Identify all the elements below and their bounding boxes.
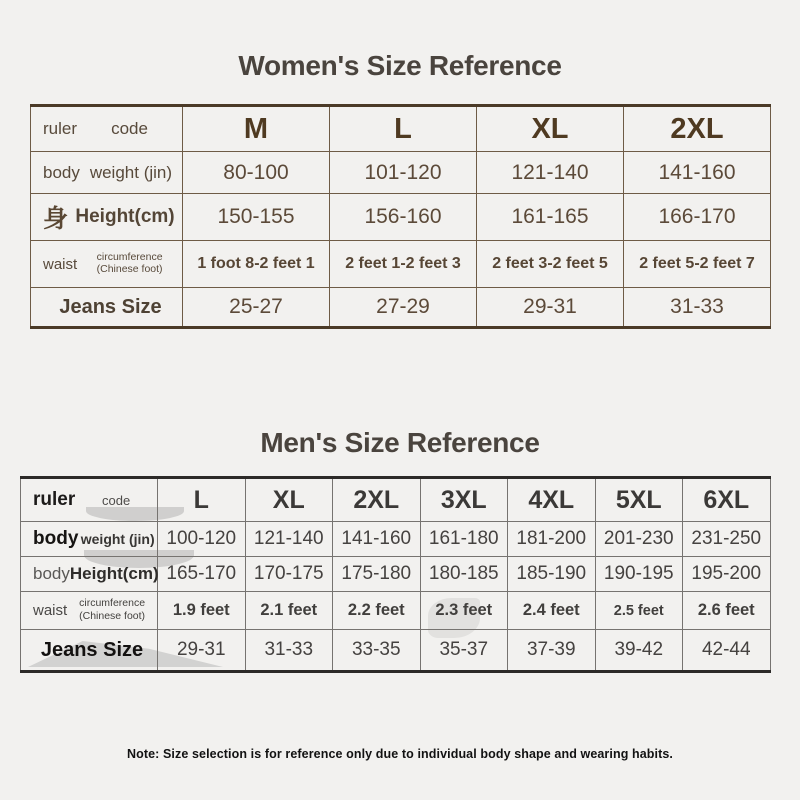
circumference-label: circumference (Chinese foot) [96, 250, 163, 276]
men-height-label-cell [21, 557, 158, 592]
waist-label: waist [33, 602, 68, 619]
men-height-value: 165-170 [158, 557, 246, 592]
women-size-header-m: M [183, 106, 330, 152]
women-size-table [30, 104, 771, 329]
women-jeans-row [31, 288, 771, 328]
men-weight-value: 161-180 [420, 522, 508, 557]
women-height-value: 166-170 [624, 194, 771, 241]
men-height-value: 195-200 [683, 557, 771, 592]
women-jeans-value: 25-27 [183, 288, 330, 328]
ruler-label: ruler [33, 489, 76, 510]
men-size-table [20, 476, 771, 673]
women-jeans-value: 31-33 [624, 288, 771, 328]
shen-character-label: 身 [43, 205, 69, 233]
men-jeans-value: 42-44 [683, 630, 771, 672]
men-waist-value: 2.6 feet [683, 592, 771, 630]
women-height-value: 161-165 [477, 194, 624, 241]
women-waist-value: 2 feet 1-2 feet 3 [330, 241, 477, 288]
men-size-header-6xl: 6XL [683, 478, 771, 522]
men-weight-label-cell [21, 522, 158, 557]
men-waist-value: 2.4 feet [508, 592, 596, 630]
men-height-row [21, 557, 771, 592]
men-waist-row [21, 592, 771, 630]
men-height-value: 170-175 [245, 557, 333, 592]
code-label: code [111, 119, 148, 138]
women-jeans-value: 27-29 [330, 288, 477, 328]
body-label: body [33, 564, 70, 583]
men-height-value: 185-190 [508, 557, 596, 592]
women-weight-value: 121-140 [477, 152, 624, 194]
men-jeans-value: 35-37 [420, 630, 508, 672]
women-weight-value: 141-160 [624, 152, 771, 194]
men-jeans-value: 33-35 [333, 630, 421, 672]
women-waist-row [31, 241, 771, 288]
men-size-header-5xl: 5XL [595, 478, 683, 522]
women-height-label-cell [31, 194, 183, 241]
men-jeans-row [21, 630, 771, 672]
women-size-header-xl: XL [477, 106, 624, 152]
men-waist-value: 2.1 feet [245, 592, 333, 630]
women-weight-label-cell [31, 152, 183, 194]
men-weight-value: 100-120 [158, 522, 246, 557]
men-jeans-value: 29-31 [158, 630, 246, 672]
men-weight-value: 181-200 [508, 522, 596, 557]
men-weight-value: 231-250 [683, 522, 771, 557]
body-label: body [33, 528, 79, 549]
women-header-row [31, 106, 771, 152]
women-waist-label-cell [31, 241, 183, 288]
men-size-header-xl: XL [245, 478, 333, 522]
men-height-value: 175-180 [333, 557, 421, 592]
men-size-header-3xl: 3XL [420, 478, 508, 522]
men-size-header-l: L [158, 478, 246, 522]
weight-jin-label: weight (jin) [89, 162, 173, 182]
women-height-row [31, 194, 771, 241]
women-height-value: 150-155 [183, 194, 330, 241]
jeans-size-label: Jeans Size [31, 288, 183, 328]
men-waist-value: 2.2 feet [333, 592, 421, 630]
men-weight-row [21, 522, 771, 557]
women-jeans-value: 29-31 [477, 288, 624, 328]
men-waist-value: 1.9 feet [158, 592, 246, 630]
jeans-size-label: Jeans Size [21, 630, 158, 672]
women-section-title: Women's Size Reference [238, 50, 562, 81]
men-size-header-2xl: 2XL [333, 478, 421, 522]
height-cm-label: Height(cm) [75, 206, 175, 227]
women-size-header-l: L [330, 106, 477, 152]
men-waist-value: 2.3 feet [420, 592, 508, 630]
ruler-label: ruler [43, 119, 78, 138]
men-weight-value: 141-160 [333, 522, 421, 557]
women-waist-value: 1 foot 8-2 feet 1 [183, 241, 330, 288]
men-section-title: Men's Size Reference [260, 427, 540, 458]
disclaimer-note: Note: Size selection is for reference only due to individual body shape and wearing habits. [126, 747, 673, 761]
women-header-label-cell [31, 106, 183, 152]
waist-label: waist [43, 255, 78, 273]
men-waist-value: 2.5 feet [595, 592, 683, 630]
height-cm-label: Height(cm) [69, 564, 159, 583]
women-weight-value: 80-100 [183, 152, 330, 194]
men-jeans-value: 31-33 [245, 630, 333, 672]
women-waist-value: 2 feet 3-2 feet 5 [477, 241, 624, 288]
men-jeans-value: 37-39 [508, 630, 596, 672]
body-label: body [43, 162, 80, 182]
men-height-value: 180-185 [420, 557, 508, 592]
women-weight-row [31, 152, 771, 194]
men-header-row [21, 478, 771, 522]
weight-jin-label: weight (jin) [80, 531, 155, 547]
men-weight-value: 121-140 [245, 522, 333, 557]
men-jeans-value: 39-42 [595, 630, 683, 672]
women-weight-value: 101-120 [330, 152, 477, 194]
men-size-header-4xl: 4XL [508, 478, 596, 522]
code-label: code [102, 492, 131, 508]
men-header-label-cell [21, 478, 158, 522]
circumference-label: circumference (Chinese foot) [79, 597, 146, 622]
women-size-header-2xl: 2XL [624, 106, 771, 152]
women-waist-value: 2 feet 5-2 feet 7 [624, 241, 771, 288]
men-waist-label-cell [21, 592, 158, 630]
women-height-value: 156-160 [330, 194, 477, 241]
men-height-value: 190-195 [595, 557, 683, 592]
men-weight-value: 201-230 [595, 522, 683, 557]
